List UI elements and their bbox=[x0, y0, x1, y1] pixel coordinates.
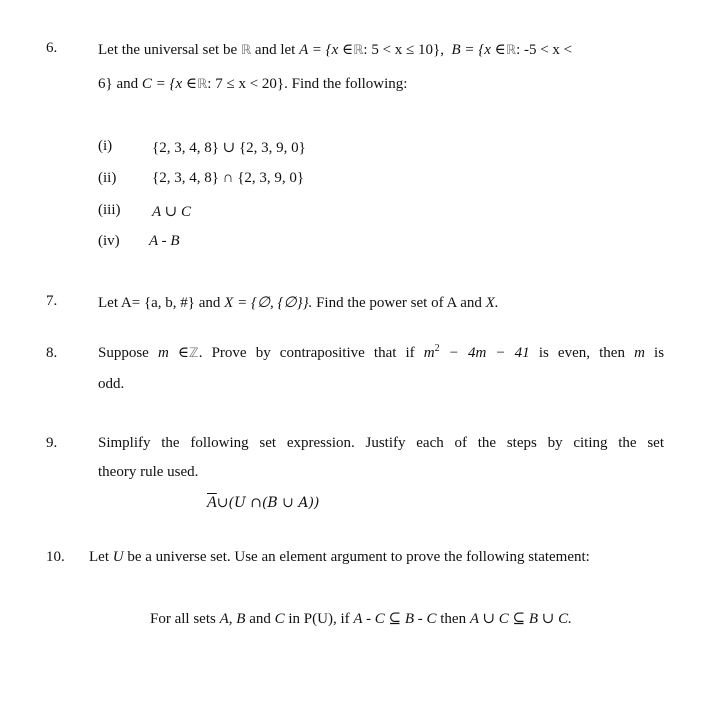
set-b-definition-a: B = {x ∈ bbox=[451, 42, 506, 58]
variable-m: m bbox=[634, 345, 645, 361]
universe-u: U bbox=[112, 549, 124, 565]
q6-text: 6} and bbox=[98, 76, 139, 92]
integers-symbol: ℤ bbox=[189, 346, 199, 361]
statement-text: in bbox=[288, 611, 301, 627]
set-c-definition-b: : 7 ≤ x < 20}. bbox=[207, 76, 288, 92]
q10-text: Let bbox=[89, 549, 109, 565]
question-10-text bbox=[89, 549, 590, 566]
exponent: 2 bbox=[434, 343, 440, 354]
set-a: A, bbox=[219, 611, 233, 627]
expression-rest: − 4m − 41 bbox=[439, 345, 530, 361]
question-8-line-1 bbox=[98, 343, 664, 362]
part-expression: {2, 3, 4, 8} ∪ {2, 3, 9, 0} bbox=[152, 140, 306, 156]
set-x: X. bbox=[485, 295, 499, 311]
m-membership: m ∈ bbox=[157, 345, 190, 361]
question-7-text bbox=[98, 293, 499, 312]
set-c-definition-a: C = {x ∈ bbox=[141, 76, 197, 92]
question-9-line-2: theory rule used. bbox=[98, 464, 199, 480]
reals-symbol: ℝ bbox=[505, 43, 517, 58]
q6-text: Let the universal set be bbox=[98, 42, 238, 58]
conclusion: A ∪ C ⊆ B ∪ C. bbox=[469, 611, 572, 627]
part-label: (i) bbox=[98, 138, 113, 154]
q10-text: be a universe set. Use an element argument to prove the following statement: bbox=[127, 549, 590, 565]
set-a-definition-b: : 5 < x ≤ 10}, bbox=[363, 42, 444, 58]
set-a-definition-a: A = {x ∈ bbox=[299, 42, 354, 58]
set-b-definition-b: : -5 < x < bbox=[516, 42, 573, 58]
part-label: (iii) bbox=[98, 202, 121, 218]
complement-a: $\overline{A}$ bbox=[207, 494, 217, 511]
reals-symbol: ℝ bbox=[240, 43, 252, 58]
part-label: (ii) bbox=[98, 170, 117, 186]
question-9-line-1: Simplify the following set expression. Justify each of the steps by citing the set bbox=[98, 435, 664, 451]
set-x-definition: X = {∅, {∅}}. bbox=[224, 295, 313, 311]
statement-text: then bbox=[440, 611, 467, 627]
question-8-number: 8. bbox=[46, 345, 58, 361]
part-label: (iv) bbox=[98, 233, 120, 249]
part-expression: A ∪ C bbox=[152, 204, 191, 220]
statement-text: and bbox=[249, 611, 271, 627]
q8-text: is bbox=[654, 345, 665, 361]
question-6-number: 6. bbox=[46, 40, 58, 56]
q7-text: Find the power set of A and bbox=[316, 295, 482, 311]
set-b: B bbox=[236, 611, 246, 627]
q8-text: is even, then bbox=[538, 345, 625, 361]
question-10-number: 10. bbox=[46, 549, 65, 565]
expression-m: m bbox=[423, 345, 435, 361]
q6-text: Find the following: bbox=[291, 76, 408, 92]
statement bbox=[150, 609, 572, 628]
question-8-line-2: odd. bbox=[98, 376, 125, 392]
power-set: P(U), bbox=[303, 611, 337, 627]
condition: A - C ⊆ B - C bbox=[353, 611, 437, 627]
q7-text: Let A= {a, b, #} and bbox=[98, 295, 221, 311]
q8-text: . Prove by contrapositive that if bbox=[198, 345, 415, 361]
question-9-number: 9. bbox=[46, 435, 58, 451]
part-expression: A - B bbox=[149, 233, 180, 249]
set-c: C bbox=[274, 611, 285, 627]
expression-rest: ∪(U ∩(B ∪ A)) bbox=[216, 495, 320, 511]
statement-text: if bbox=[340, 611, 350, 627]
set-expression bbox=[207, 494, 319, 512]
statement-text: For all sets bbox=[150, 611, 216, 627]
q6-text: and let bbox=[254, 42, 296, 58]
q8-text: Suppose bbox=[98, 345, 149, 361]
question-7-number: 7. bbox=[46, 293, 58, 309]
question-6-line-1 bbox=[98, 40, 572, 59]
reals-symbol: ℝ bbox=[353, 43, 364, 58]
part-expression: {2, 3, 4, 8} ∩ {2, 3, 9, 0} bbox=[152, 170, 305, 186]
question-6-line-2 bbox=[98, 74, 407, 93]
reals-symbol: ℝ bbox=[197, 77, 208, 92]
